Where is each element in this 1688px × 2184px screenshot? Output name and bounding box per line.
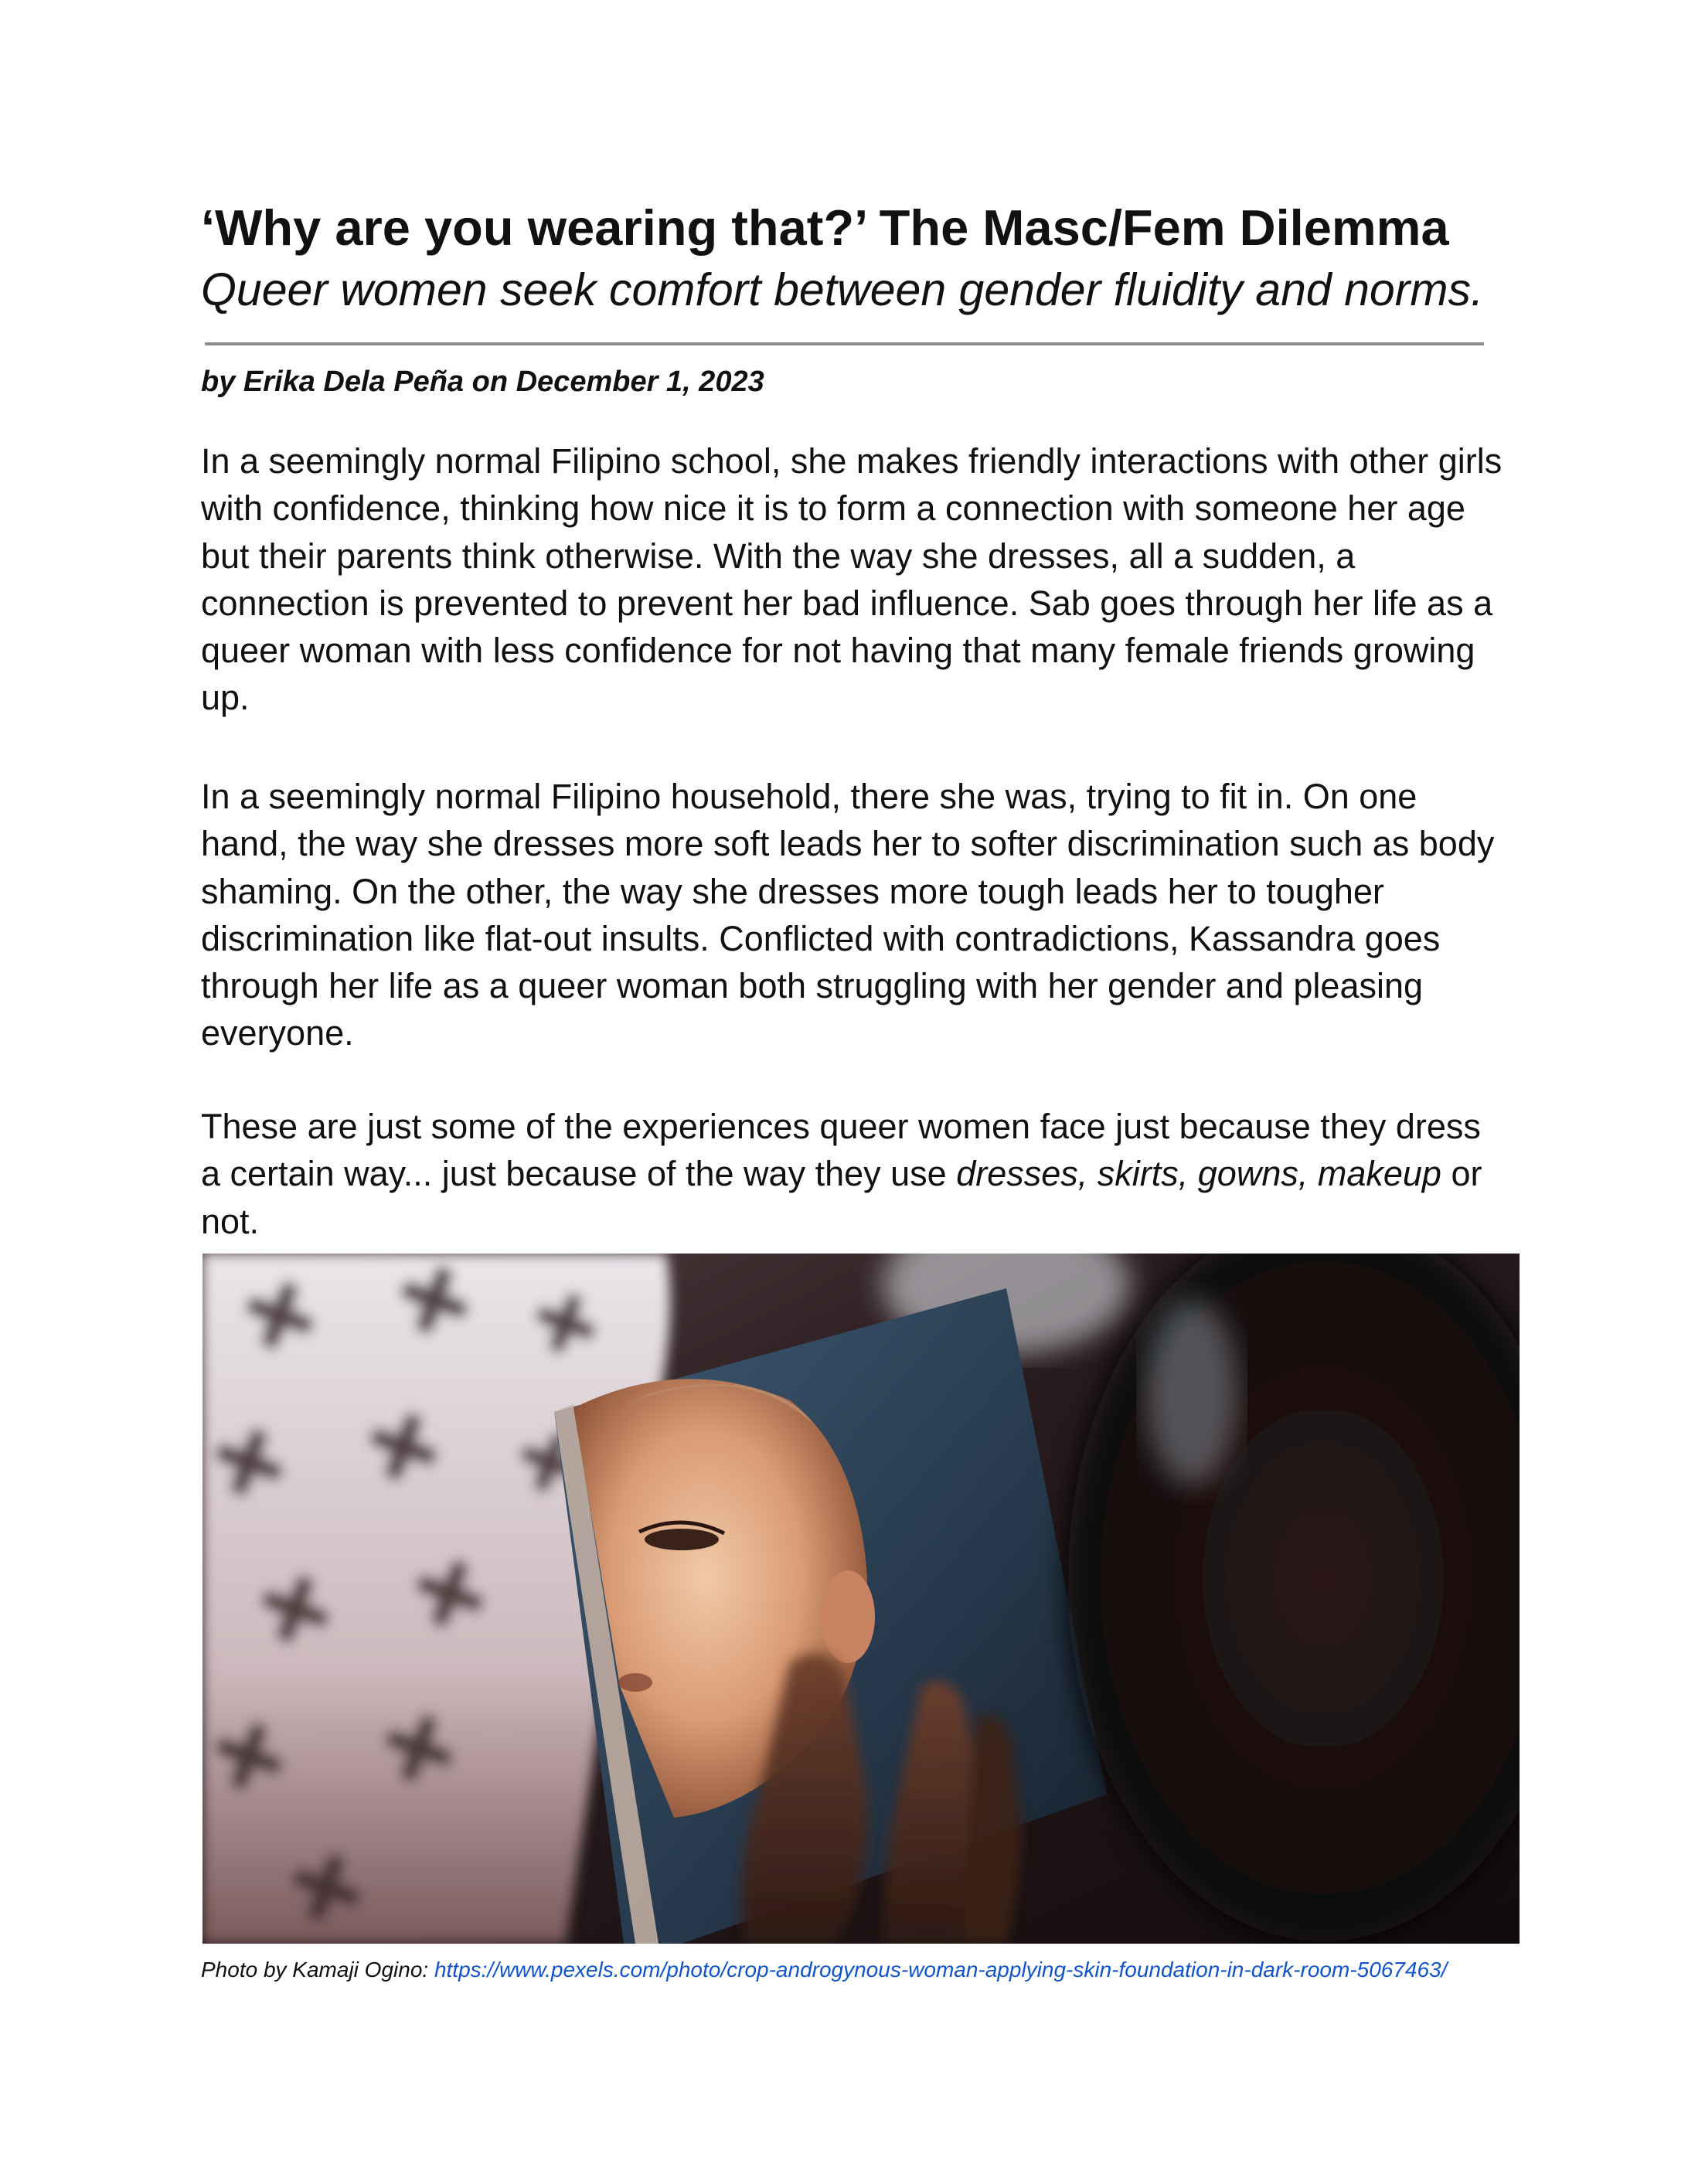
paragraph-1: In a seemingly normal Filipino school, she makes friendly interactions with other girls with confidence, thinking how nice it is to form a connection with someone her age but their parents think otherwise. With the way she dresses, all a sudden, a connection is prevented to prevent her bad influence. Sab goes through her life as a queer woman with less confidence for not having that many female friends growing up. (201, 441, 1503, 718)
paragraph-3-emphasis: dresses, skirts, gowns, makeup (956, 1154, 1441, 1194)
caption-source-link[interactable]: https://www.pexels.com/photo/crop-androgynous-woman-applying-skin-foundation-in-dark-room-5067463/ (434, 1958, 1448, 1982)
photo-illustration (202, 1254, 1520, 1944)
paragraph-3 (201, 1103, 1507, 1245)
article-subtitle: Queer women seek comfort between gender fluidity and norms. (201, 264, 1484, 315)
photo-caption (201, 1953, 1447, 1987)
article-photo (202, 1254, 1520, 1944)
article-byline: by Erika Dela Peña on December 1, 2023 (201, 366, 764, 398)
paragraph-3-text-start: These are just some of the experiences queer women face just because they dress a certain way... just because of the way they use (201, 1107, 1481, 1194)
paragraph-3-text-end: or not. (201, 1154, 1482, 1241)
paragraph-2: In a seemingly normal Filipino household, there she was, trying to fit in. On one hand, the way she dresses more soft leads her to softer discrimination such as body shaming. On the other, the way she dresses more tough leads her to tougher discrimination like flat-out insults. Conflicted with contradictions, Kassandra goes through her life as a queer woman both struggling with her gender and pleasing everyone. (201, 777, 1495, 1053)
caption-credit: Photo by Kamaji Ogino: (201, 1958, 434, 1982)
title-divider (205, 342, 1484, 345)
article-title: ‘Why are you wearing that?’ The Masc/Fem Dilemma (201, 199, 1449, 256)
